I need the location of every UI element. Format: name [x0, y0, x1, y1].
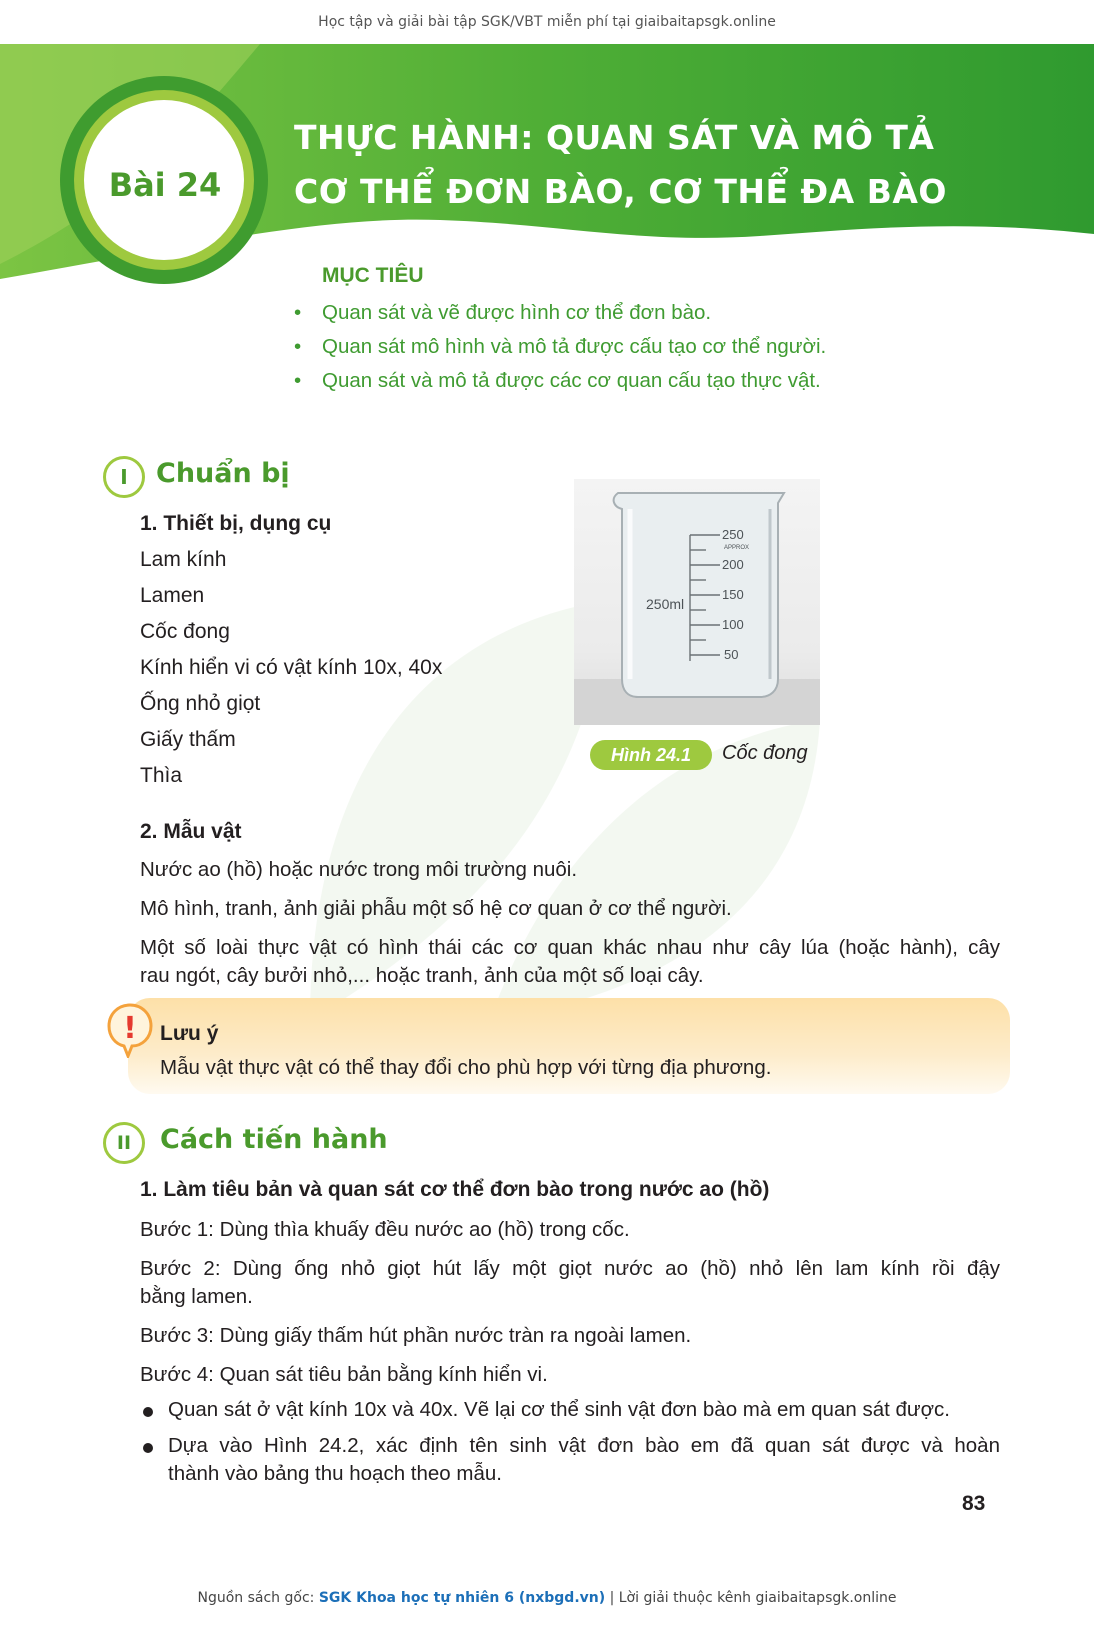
sample-line: Nước ao (hồ) hoặc nước trong môi trường nuôi. — [140, 858, 578, 881]
sample-line: rau ngót, cây bưởi nhỏ,... hoặc tranh, ảnh của một số loại cây. — [140, 964, 704, 987]
section-1-title: Chuẩn bị — [156, 458, 290, 489]
procedure-heading: 1. Làm tiêu bản và quan sát cơ thể đơn bào trong nước ao (hồ) — [140, 1178, 770, 1201]
top-note: Học tập và giải bài tập SGK/VBT miễn phí tại giaibaitapsgk.online — [318, 14, 776, 30]
step-2-line1: Bước 2: Dùng ống nhỏ giọt hút lấy một giọt nước ao (hồ) nhỏ lên lam kính rồi đậy — [140, 1257, 1000, 1280]
footer-prefix: Nguồn sách gốc: — [197, 1590, 319, 1606]
section-1-badge: I — [103, 456, 145, 498]
objectives-title: MỤC TIÊU — [322, 264, 424, 287]
lesson-title-line2: CƠ THỂ ĐƠN BÀO, CƠ THỂ ĐA BÀO — [294, 172, 947, 211]
beaker-volume-label: 250ml — [646, 596, 685, 612]
equipment-item: Lam kính — [140, 548, 227, 571]
step-4: Bước 4: Quan sát tiêu bản bằng kính hiển vi. — [140, 1363, 548, 1386]
objective-item: • Quan sát mô hình và mô tả được cấu tạo cơ thể người. — [294, 330, 826, 364]
page-number: 83 — [962, 1492, 986, 1515]
step-4-bullet-2-line1: Dựa vào Hình 24.2, xác định tên sinh vật đơn bào em đã quan sát được và hoàn — [168, 1434, 1000, 1457]
lesson-title-line1: THỰC HÀNH: QUAN SÁT VÀ MÔ TẢ — [294, 118, 935, 157]
step-4-bullet-2-line2: thành vào bảng thu hoạch theo mẫu. — [168, 1462, 502, 1485]
bullet-icon: • — [294, 335, 302, 358]
step-2-line2: bằng lamen. — [140, 1285, 253, 1308]
scale-label: 50 — [724, 647, 739, 662]
svg-text:!: ! — [123, 1011, 137, 1046]
section-2-badge: II — [103, 1122, 145, 1164]
equipment-item: Cốc đong — [140, 620, 230, 643]
figure-caption: Cốc đong — [722, 742, 808, 764]
scale-label: 100 — [722, 617, 744, 632]
beaker-photo — [574, 479, 820, 725]
bullet-icon — [143, 1407, 153, 1417]
step-4-bullet-1: Quan sát ở vật kính 10x và 40x. Vẽ lại cơ thể sinh vật đơn bào mà em quan sát được. — [168, 1398, 950, 1421]
equipment-item: Giấy thấm — [140, 728, 236, 751]
scale-label: 250 — [722, 527, 744, 542]
bullet-icon: • — [294, 301, 302, 324]
equipment-item: Kính hiển vi có vật kính 10x, 40x — [140, 656, 443, 679]
equipment-heading: 1. Thiết bị, dụng cụ — [140, 512, 332, 535]
figure-label: Hình 24.1 — [590, 740, 712, 770]
lesson-number: Bài 24 — [108, 166, 222, 204]
footer-source-link[interactable]: SGK Khoa học tự nhiên 6 (nxbgd.vn) — [318, 1590, 606, 1606]
bullet-icon: • — [294, 369, 302, 392]
step-3: Bước 3: Dùng giấy thấm hút phần nước tràn ra ngoài lamen. — [140, 1324, 692, 1347]
scale-label: 200 — [722, 557, 744, 572]
approx-label: APPROX — [724, 545, 750, 551]
sample-line: Mô hình, tranh, ảnh giải phẫu một số hệ cơ quan ở cơ thể người. — [140, 897, 732, 920]
sample-line: Một số loài thực vật có hình thái các cơ quan khác nhau như cây lúa (hoặc hành), cây — [140, 936, 1000, 959]
note-text: Mẫu vật thực vật có thể thay đổi cho phù hợp với từng địa phương. — [160, 1056, 772, 1079]
samples-heading: 2. Mẫu vật — [140, 820, 242, 843]
section-2-title: Cách tiến hành — [160, 1124, 388, 1155]
objective-item: • Quan sát và mô tả được các cơ quan cấu tạo thực vật. — [294, 364, 826, 398]
objectives-list — [294, 296, 826, 398]
scale-label: 150 — [722, 587, 744, 602]
step-1: Bước 1: Dùng thìa khuấy đều nước ao (hồ) trong cốc. — [140, 1218, 630, 1241]
footer-suffix: | Lời giải thuộc kênh giaibaitapsgk.online — [605, 1590, 897, 1606]
alert-icon — [106, 1002, 154, 1058]
objective-item: • Quan sát và vẽ được hình cơ thể đơn bào. — [294, 296, 826, 330]
footer-note — [0, 1590, 1094, 1606]
equipment-item: Lamen — [140, 584, 205, 607]
lesson-banner — [0, 44, 1094, 284]
equipment-item: Thìa — [140, 764, 183, 787]
equipment-item: Ống nhỏ giọt — [140, 692, 261, 715]
beaker-icon — [574, 479, 820, 725]
note-title: Lưu ý — [160, 1022, 219, 1045]
bullet-icon — [143, 1443, 153, 1453]
